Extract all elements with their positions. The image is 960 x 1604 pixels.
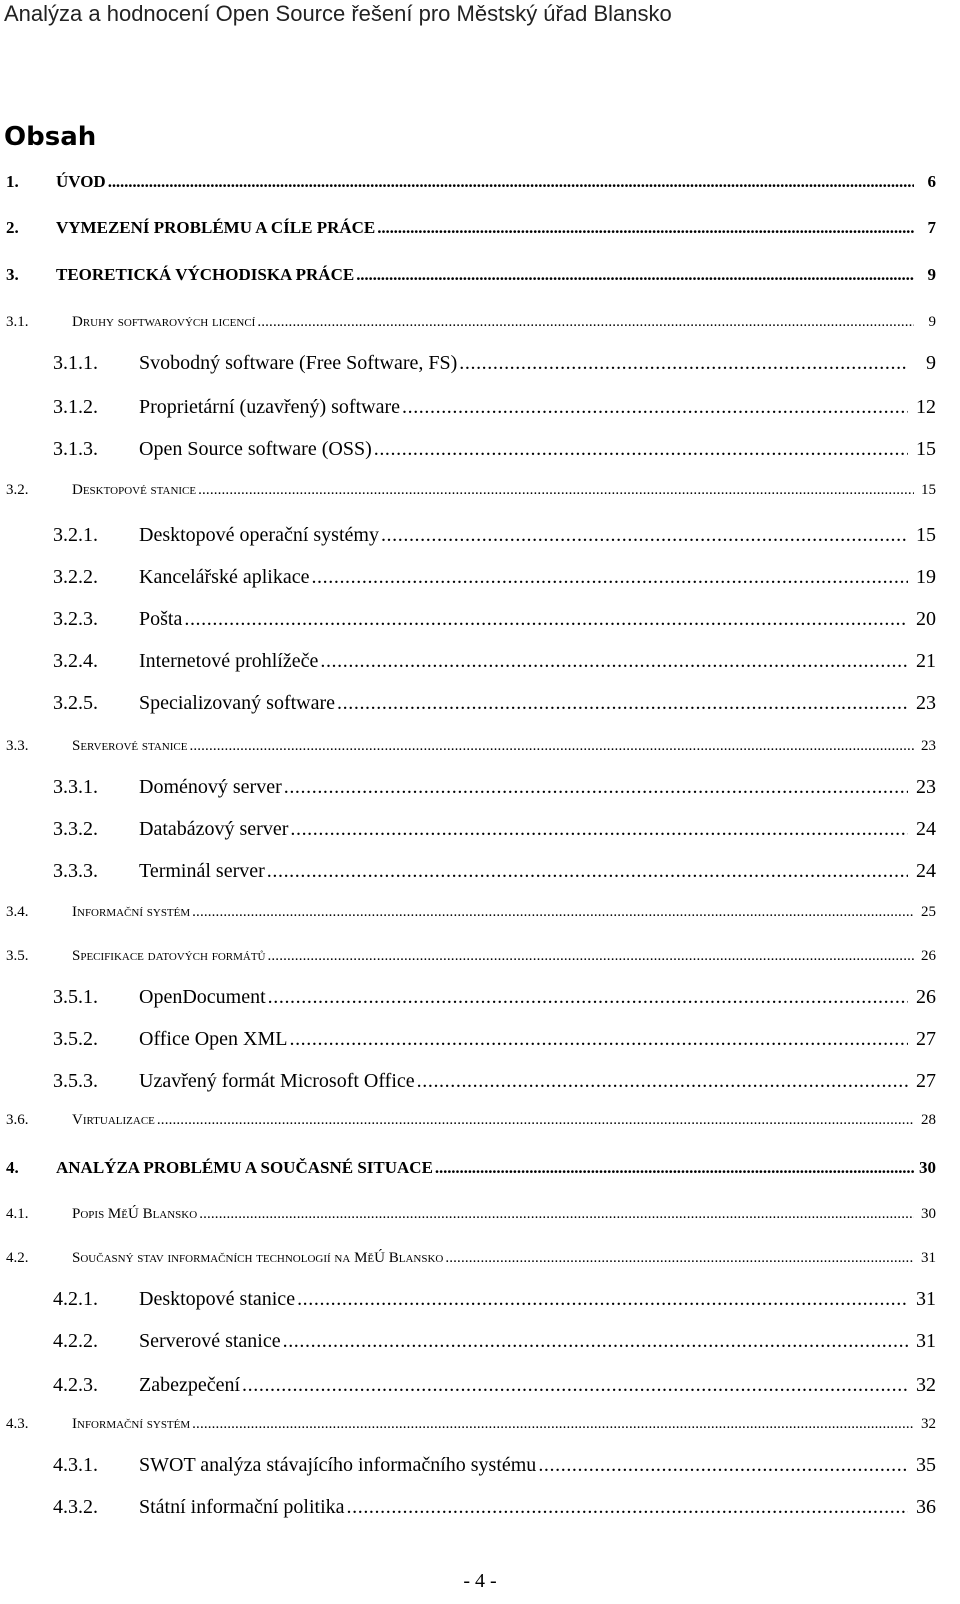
toc-entry-number: 3.1.2. [53, 396, 98, 418]
toc-dot-leader [445, 1250, 914, 1267]
toc-entry[interactable] [0, 352, 960, 382]
toc-dot-leader [268, 948, 915, 965]
toc-entry-number: 3.2.4. [53, 650, 98, 672]
toc-dot-leader [284, 776, 908, 799]
toc-entry-page: 9 [927, 265, 936, 284]
toc-entry[interactable] [0, 1112, 960, 1142]
toc-dot-leader [435, 1158, 914, 1178]
toc-entry-number: 4.2.3. [53, 1374, 98, 1396]
toc-entry[interactable] [0, 1330, 960, 1360]
toc-entry-number: 3.6. [6, 1112, 29, 1128]
toc-entry-page: 23 [916, 776, 936, 798]
toc-entry-page: 31 [916, 1288, 936, 1310]
toc-entry[interactable] [0, 1288, 960, 1318]
toc-dot-leader [347, 1496, 908, 1519]
toc-entry[interactable] [0, 218, 960, 248]
toc-dot-leader [268, 986, 908, 1009]
toc-entry[interactable] [0, 818, 960, 848]
toc-dot-leader [297, 1288, 908, 1311]
toc-entry-number: 3.5. [6, 948, 29, 964]
toc-entry-page: 24 [916, 860, 936, 882]
toc-entry-number: 3.2.5. [53, 692, 98, 714]
toc-entry-page: 31 [921, 1250, 936, 1266]
toc-dot-leader [257, 314, 914, 331]
toc-entry-title[interactable]: Internetové prohlížeče [139, 650, 319, 672]
toc-entry-number: 3.2. [6, 482, 29, 498]
toc-entry-page: 9 [928, 314, 936, 330]
toc-entry-page: 28 [921, 1112, 936, 1128]
toc-entry-title[interactable]: ANALÝZA PROBLÉMU A SOUČASNÉ SITUACE [56, 1158, 433, 1177]
running-header: Analýza a hodnocení Open Source řešení pro Městský úřad Blansko [4, 1, 672, 26]
toc-entry-number: 3.2.3. [53, 608, 98, 630]
toc-dot-leader [377, 218, 914, 238]
toc-entry[interactable] [0, 265, 960, 295]
toc-entry[interactable] [0, 172, 960, 202]
toc-entry-page: 15 [916, 438, 936, 460]
toc-entry-page: 32 [921, 1416, 936, 1432]
toc-dot-leader [189, 738, 914, 755]
toc-entry-number: 4.2.1. [53, 1288, 98, 1310]
toc-entry[interactable] [0, 904, 960, 934]
toc-dot-leader [283, 1330, 908, 1353]
toc-entry[interactable] [0, 692, 960, 722]
toc-entry[interactable] [0, 566, 960, 596]
toc-entry-number: 3.2.1. [53, 524, 98, 546]
toc-entry-title[interactable]: Svobodný software (Free Software, FS) [139, 352, 458, 374]
toc-title: Obsah [4, 122, 97, 152]
toc-dot-leader [157, 1112, 914, 1129]
toc-entry-page: 20 [916, 608, 936, 630]
toc-entry-page: 6 [927, 172, 936, 191]
toc-entry-title[interactable]: Současný stav informačních technologií na MěÚ Blansko [72, 1250, 444, 1266]
toc-entry[interactable] [0, 1374, 960, 1404]
toc-entry-title[interactable]: Specializovaný software [139, 692, 336, 714]
toc-entry[interactable] [0, 948, 960, 978]
toc-entry[interactable] [0, 650, 960, 680]
toc-entry-number: 3.1.3. [53, 438, 98, 460]
toc-dot-leader [311, 566, 908, 589]
toc-entry-page: 15 [916, 524, 936, 546]
toc-entry-page: 36 [916, 1496, 936, 1518]
toc-entry[interactable] [0, 738, 960, 768]
toc-entry-title[interactable]: Desktopové operační systémy [139, 524, 379, 546]
toc-dot-leader [374, 438, 908, 461]
toc-dot-leader [108, 172, 914, 192]
toc-entry-title[interactable]: Open Source software (OSS) [139, 438, 372, 460]
toc-dot-leader [267, 860, 908, 883]
toc-entry-page: 26 [921, 948, 936, 964]
page-number: - 4 - [463, 1570, 497, 1592]
toc-entry-title[interactable]: OpenDocument [139, 986, 266, 1008]
toc-entry-number: 4.2.2. [53, 1330, 98, 1352]
toc-entry-page: 21 [916, 650, 936, 672]
toc-entry[interactable] [0, 608, 960, 638]
toc-entry-number: 2. [6, 218, 19, 237]
toc-entry[interactable] [0, 524, 960, 554]
toc-dot-leader [290, 818, 908, 841]
toc-dot-leader [337, 692, 908, 715]
toc-entry-title[interactable]: Informační systém [72, 904, 191, 920]
toc-entry-title[interactable]: VYMEZENÍ PROBLÉMU A CÍLE PRÁCE [56, 218, 376, 237]
toc-entry-title[interactable]: Státní informační politika [139, 1496, 345, 1518]
toc-entry[interactable] [0, 1206, 960, 1236]
toc-entry-page: 31 [916, 1330, 936, 1352]
toc-entry-number: 3.5.2. [53, 1028, 98, 1050]
toc-entry[interactable] [0, 1250, 960, 1280]
toc-entry-number: 4.3.1. [53, 1454, 98, 1476]
toc-entry-number: 3.3.1. [53, 776, 98, 798]
toc-entry-title[interactable]: Desktopové stanice [139, 1288, 296, 1310]
toc-entry[interactable] [0, 986, 960, 1016]
toc-entry-title[interactable]: TEORETICKÁ VÝCHODISKA PRÁCE [56, 265, 355, 284]
toc-entry-title[interactable]: Proprietární (uzavřený) software [139, 396, 400, 418]
toc-entry[interactable] [0, 1416, 960, 1446]
toc-dot-leader [242, 1374, 908, 1397]
toc-entry-title[interactable]: Terminál server [139, 860, 265, 882]
toc-entry[interactable] [0, 776, 960, 806]
toc-entry-number: 3.2.2. [53, 566, 98, 588]
toc-entry-title[interactable]: Desktopové stanice [72, 482, 197, 498]
toc-dot-leader [192, 904, 914, 921]
toc-entry-number: 3.3.3. [53, 860, 98, 882]
toc-entry-number: 1. [6, 172, 19, 191]
toc-entry-title[interactable]: Uzavřený formát Microsoft Office [139, 1070, 415, 1092]
toc-dot-leader [538, 1454, 908, 1477]
toc-entry[interactable] [0, 1070, 960, 1100]
toc-dot-leader [198, 482, 914, 499]
toc-entry-page: 27 [916, 1070, 936, 1092]
toc-entry-number: 3.4. [6, 904, 29, 920]
toc-entry[interactable] [0, 314, 960, 344]
toc-dot-leader [356, 265, 914, 285]
toc-entry[interactable] [0, 396, 960, 426]
toc-dot-leader [459, 352, 908, 375]
toc-entry-title[interactable]: SWOT analýza stávajícího informačního systému [139, 1454, 537, 1476]
toc-entry-page: 30 [921, 1206, 936, 1222]
toc-entry[interactable] [0, 860, 960, 890]
toc-entry-page: 26 [916, 986, 936, 1008]
toc-entry-title[interactable]: Pošta [139, 608, 183, 630]
toc-entry[interactable] [0, 438, 960, 468]
toc-entry-page: 27 [916, 1028, 936, 1050]
toc-entry-page: 9 [926, 352, 936, 374]
toc-entry-page: 23 [921, 738, 936, 754]
toc-entry-page: 32 [916, 1374, 936, 1396]
toc-entry-number: 3. [6, 265, 19, 284]
toc-entry-page: 30 [919, 1158, 936, 1177]
toc-entry-number: 4.3.2. [53, 1496, 98, 1518]
toc-entry-title[interactable]: Informační systém [72, 1416, 191, 1432]
toc-entry-page: 25 [921, 904, 936, 920]
toc-dot-leader [402, 396, 908, 419]
toc-entry-title[interactable]: ÚVOD [56, 172, 106, 191]
toc-entry-page: 24 [916, 818, 936, 840]
toc-dot-leader [289, 1028, 908, 1051]
toc-entry-title[interactable]: Doménový server [139, 776, 282, 798]
toc-entry-number: 3.1. [6, 314, 29, 330]
toc-entry-title[interactable]: Serverové stanice [139, 1330, 281, 1352]
toc-entry[interactable] [0, 482, 960, 512]
toc-entry-title[interactable]: Zabezpečení [139, 1374, 241, 1396]
toc-entry-title[interactable]: Kancelářské aplikace [139, 566, 310, 588]
toc-entry[interactable] [0, 1454, 960, 1484]
toc-entry-page: 23 [916, 692, 936, 714]
toc-entry-title[interactable]: Office Open XML [139, 1028, 288, 1050]
toc-entry[interactable] [0, 1496, 960, 1526]
toc-dot-leader [381, 524, 908, 547]
toc-entry-page: 35 [916, 1454, 936, 1476]
toc-entry-number: 4. [6, 1158, 19, 1177]
toc-entry-number: 3.5.1. [53, 986, 98, 1008]
toc-entry-number: 4.2. [6, 1250, 29, 1266]
toc-entry-page: 19 [916, 566, 936, 588]
toc-entry-number: 3.3. [6, 738, 29, 754]
toc-entry-title[interactable]: Virtualizace [72, 1112, 155, 1128]
toc-entry-title[interactable]: Druhy softwarových licencí [72, 314, 256, 330]
toc-dot-leader [320, 650, 908, 673]
toc-dot-leader [199, 1206, 914, 1223]
toc-entry-title[interactable]: Specifikace datových formátů [72, 948, 266, 964]
toc-entry-number: 4.1. [6, 1206, 29, 1222]
toc-entry-number: 3.3.2. [53, 818, 98, 840]
toc-dot-leader [192, 1416, 914, 1433]
toc-entry-page: 7 [927, 218, 936, 237]
toc-entry-title[interactable]: Databázový server [139, 818, 289, 840]
toc-dot-leader [184, 608, 908, 631]
toc-entry[interactable] [0, 1028, 960, 1058]
toc-entry[interactable] [0, 1158, 960, 1188]
toc-entry-number: 3.1.1. [53, 352, 98, 374]
toc-entry-title[interactable]: Popis MěÚ Blansko [72, 1206, 198, 1222]
toc-entry-page: 12 [916, 396, 936, 418]
toc-entry-number: 3.5.3. [53, 1070, 98, 1092]
toc-entry-title[interactable]: Serverové stanice [72, 738, 188, 754]
toc-entry-number: 4.3. [6, 1416, 29, 1432]
toc-entry-page: 15 [921, 482, 936, 498]
toc-dot-leader [417, 1070, 908, 1093]
